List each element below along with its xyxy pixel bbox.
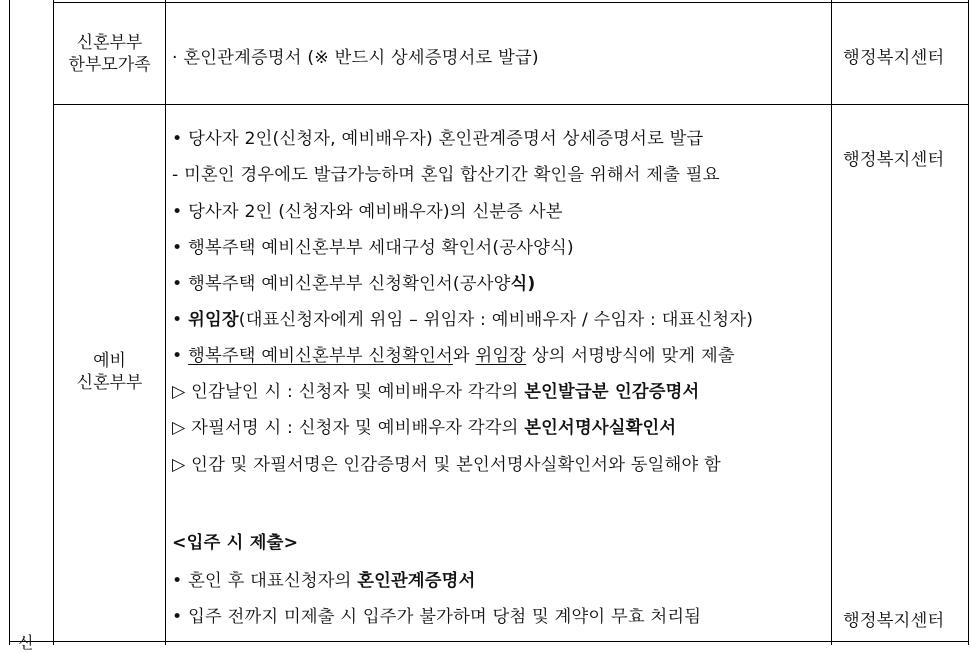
row2-category-line1: 예비 <box>93 351 126 371</box>
doc-line-4: • 행복주택 예비신혼부부 세대구성 확인서(공사양식) <box>172 238 574 258</box>
doc-line-2: - 미혼인 경우에도 발급가능하며 혼입 합산기간 확인을 위해서 제출 필요 <box>172 165 720 185</box>
row1-issuer: 행정복지센터 <box>843 48 945 68</box>
doc-line-5-bold: 식) <box>510 274 536 294</box>
doc-line-6-bullet: • <box>172 310 189 330</box>
doc-line-10: ▷ 인감 및 자필서명은 인감증명서 및 본인서명사실확인서와 동일해야 함 <box>172 455 721 475</box>
column-divider-issuer <box>831 0 832 645</box>
doc-line-9-bold: 본인서명사실확인서 <box>524 418 677 438</box>
row1-category-line1: 신혼부부 <box>76 33 143 53</box>
doc-line-5-text: • 행복주택 예비신혼부부 신청확인서(공사양 <box>172 274 511 294</box>
row1-document: · 혼인관계증명서 (※ 반드시 상세증명서로 발급) <box>172 48 539 68</box>
doc-line-9 <box>172 413 676 438</box>
doc-line-8 <box>172 377 699 402</box>
row2-category <box>54 350 165 394</box>
row1-category <box>54 32 165 76</box>
table-border-right <box>968 0 969 645</box>
row1-category-line2: 한부모가족 <box>68 55 151 75</box>
doc-line-6 <box>172 305 753 330</box>
row2-issuer-top: 행정복지센터 <box>843 150 945 170</box>
doc-line-8-bold: 본인발급분 인감증명서 <box>524 382 700 402</box>
row2-issuer-bottom: 행정복지센터 <box>843 611 945 631</box>
doc-line-7-text-2: 상의 서명방식에 맞게 제출 <box>526 346 735 366</box>
doc-line-6-bold: 위임장 <box>188 310 239 330</box>
left-column-fragment: 신 <box>18 633 34 652</box>
doc-line-7-underlined-2: 위임장 <box>475 346 527 366</box>
doc-line-7-underlined-1: 행복주택 예비신혼부부 신청확인서 <box>188 346 453 366</box>
table-border-left <box>9 0 10 645</box>
doc-line-3: • 당사자 2인 (신청자와 예비배우자)의 신분증 사본 <box>172 202 563 222</box>
doc-line-6-text: (대표신청자에게 위임 – 위임자 : 예비배우자 / 수임자 : 대표신청자) <box>238 310 754 330</box>
column-divider-category <box>53 0 54 645</box>
doc-line-7-text-1: 와 <box>452 346 476 366</box>
row2-category-line2: 신혼부부 <box>76 373 143 393</box>
row-divider-bottom <box>9 641 969 642</box>
doc-line-13: • 입주 전까지 미제출 시 입주가 불가하며 당첨 및 계약이 무효 처리됨 <box>172 607 702 627</box>
doc-line-8-text: ▷ 인감날인 시 : 신청자 및 예비배우자 각각의 <box>172 382 525 402</box>
doc-line-7 <box>172 341 735 366</box>
doc-line-5 <box>172 269 536 294</box>
doc-line-12-bold: 혼인관계증명서 <box>357 571 476 591</box>
row-divider-top <box>53 2 969 3</box>
move-in-heading: <입주 시 제출> <box>172 533 299 553</box>
doc-line-12-text: • 혼인 후 대표신청자의 <box>172 571 358 591</box>
doc-line-7-bullet: • <box>172 346 189 366</box>
row-divider-1 <box>53 104 969 105</box>
doc-line-9-text: ▷ 자필서명 시 : 신청자 및 예비배우자 각각의 <box>172 418 525 438</box>
doc-line-12 <box>172 566 475 591</box>
column-divider-content <box>165 0 166 645</box>
doc-line-1: • 당사자 2인(신청자, 예비배우자) 혼인관계증명서 상세증명서로 발급 <box>172 129 704 149</box>
